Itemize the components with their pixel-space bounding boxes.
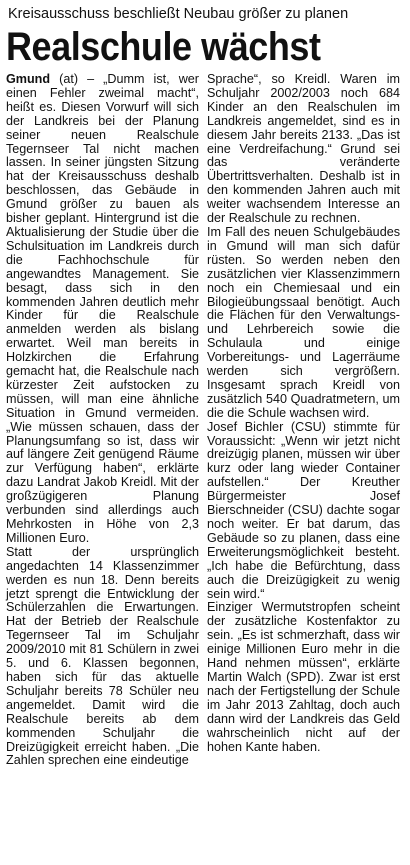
article-kicker: Kreisausschuss beschließt Neubau größer zu planen [8,6,349,22]
article-headline: Realschule wächst [6,25,321,69]
article-paragraph: Statt der ursprünglich angedachten 14 Klassenzimmer werden es nun 18. Denn bereits jetzt sprengt die Entwicklung der Schülerzahlen die Erwartungen. Hat der Betrieb der Realschule Tegernseer Tal im Schuljahr 2009/2010 mit 81 Schülern in zwei 5. und 6. Klassen begonnen, haben sich für das aktuelle Schuljahr bereits 78 Schüler neu angemeldet. Damit wird die Realschule bereits ab dem kommenden Schuljahr die Dreizügigkeit erreicht haben. „Die Zahlen sprechen eine eindeutige [6,544,199,768]
article-paragraph: Josef Bichler (CSU) stimmte für Voraussicht: „Wenn wir jetzt nicht dreizügig planen, müssen wir über kurz oder lang wieder Container aufstellen.“ Der Kreuther Bürgermeister Josef Bierschneider (CSU) dachte sogar noch weiter. Er bat darum, das Gebäude so zu planen, dass eine Erweiterungsmöglichkeit besteht. „Ich habe die Befürchtung, dass auch die Dreizügigkeit zu wenig sein wird.“ [207,419,400,601]
article-body [6,73,404,768]
article-paragraph: Einziger Wermutstropfen scheint der zusätzliche Kostenfaktor zu sein. „Es ist schmerzhaft, dass wir einige Millionen Euro mehr in die Hand nehmen müssen“, erklärte Martin Walch (SPD). Zwar ist erst nach der Fertigstellung der Schule im Jahr 2013 Zahltag, doch auch dann wird der Landkreis das Geld wahrscheinlich nicht auf der hohen Kante haben. [207,600,400,754]
article-dateline: Gmund [6,72,51,86]
article-lead-text: (at) – „Dumm ist, wer einen Fehler zweimal macht“, heißt es. Diesen Vorwurf will sich der Landkreis bei der Planung seiner neuen Realschule Tegernseer Tal nicht machen lassen. In seiner jüngsten Sitzung hat der Kreisausschuss deshalb beschlossen, das Gebäude in Gmund größer zu bauen als bisher geplant. Hintergrund ist die Aktualisierung der Studie über die Schulsituation im Landkreis durch die Fachhochschule für angewandtes Management. Sie besagt, dass sich in den kommenden Jahren deutlich mehr Kinder für die Realschule anmelden werden als bislang erwartet. Weil man bereits in Holzkirchen die Erfahrung gemacht hat, die Realschule nach kürzester Zeit aufstocken zu müssen, will man eine ähnliche Situation in Gmund vermeiden. „Wie müssen schauen, dass der Planungsumfang so ist, dass wir auf längere Zeit genügend Räume zur Verfügung haben“, erklärte dazu Landrat Jakob Kreidl. Mit der großzügigeren Planung verbunden sind allerdings auch Mehrkosten in Höhe von 2,3 Millionen Euro. [6,72,199,545]
article-column-left [6,73,199,768]
article-paragraph [6,73,199,546]
article-column-right [207,73,400,768]
article-paragraph: Im Fall des neuen Schulgebäudes in Gmund will man sich dafür rüsten. So werden neben den zusätzlichen vier Klassenzimmern noch ein Chemiesaal und ein Bilogieübungssaal benötigt. Auch die Flächen für den Verwaltungs- und Lehrbereich sowie die Schulaula und einige Vorbereitungs- und Lagerräume werden sich vergrößern. Insgesamt sprach Kreidl von zusätzlich 540 Quadratmetern, um die die Schule wachsen wird. [207,224,400,420]
article-paragraph: Sprache“, so Kreidl. Waren im Schuljahr 2002/2003 noch 684 Kinder an den Realschulen im Landkreis angemeldet, sind es in diesem Jahr bereits 2133. „Das ist eine Verdreifachung.“ Grund sei das veränderte Übertrittsverhalten. Deshalb ist in den kommenden Jahren auch mit weiter wachsendem Interesse an der Realschule zu rechnen. [207,72,400,226]
